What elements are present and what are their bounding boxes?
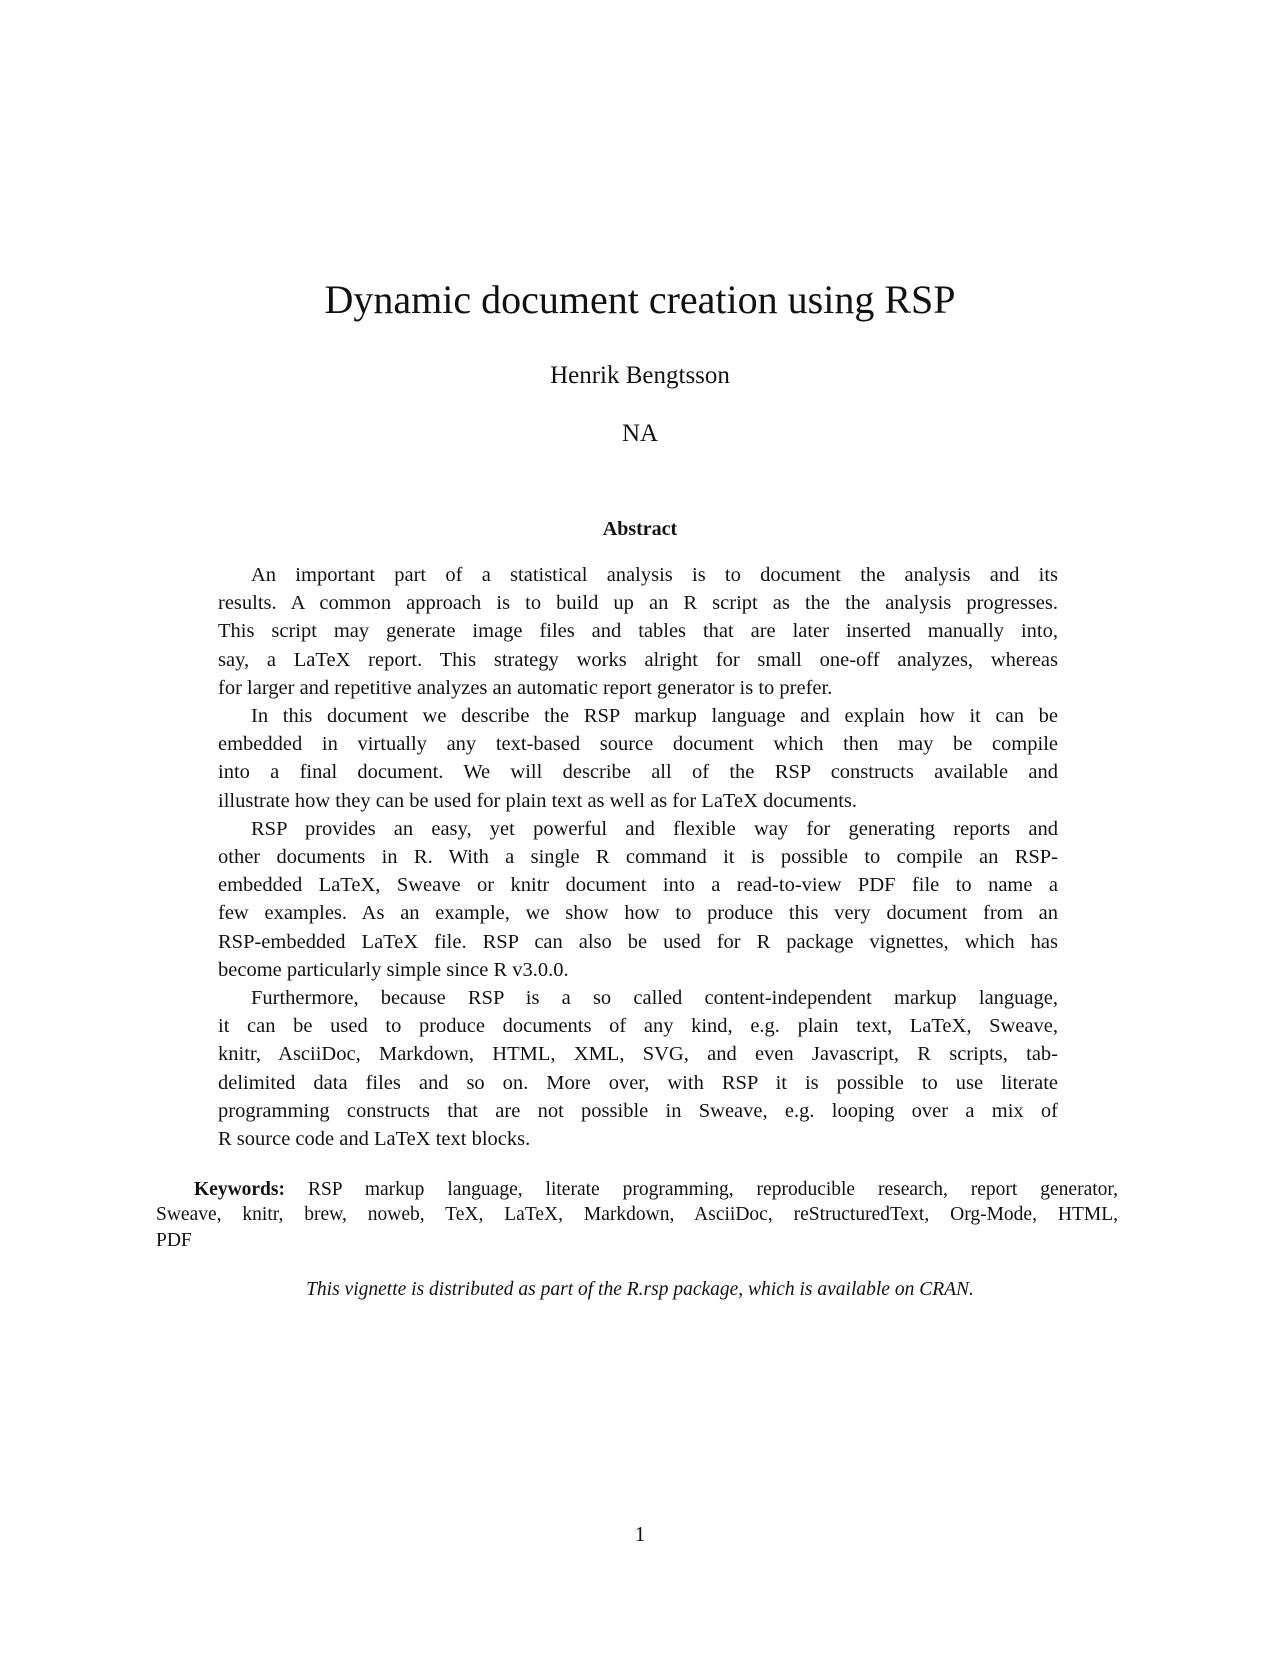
abstract-line: RSP-embedded LaTeX file. RSP can also be used for R package vignettes, which has [218,930,1058,953]
abstract-line: illustrate how they can be used for plain text as well as for LaTeX documents. [218,789,857,812]
abstract-line: programming constructs that are not possible in Sweave, e.g. looping over a mix of [218,1099,1058,1122]
abstract-line: it can be used to produce documents of any kind, e.g. plain text, LaTeX, Sweave, [218,1015,1058,1038]
keywords-line [194,1177,1118,1203]
author-name: Henrik Bengtsson [550,362,730,389]
abstract-heading: Abstract [602,518,678,540]
abstract-line: delimited data files and so on. More over, with RSP it is possible to use literate [218,1071,1058,1094]
abstract-line: become particularly simple since R v3.0.0. [218,958,569,981]
abstract-line: embedded LaTeX, Sweave or knitr document into a read-to-view PDF file to name a [218,874,1058,897]
abstract-line: RSP provides an easy, yet powerful and flexible way for generating reports and [251,817,1058,840]
vignette-note: This vignette is distributed as part of the R.rsp package, which is available on CRAN. [306,1279,974,1300]
keywords-text: RSP markup language, literate programming, reproducible research, report generator, [307,1179,1118,1200]
abstract-line: In this document we describe the RSP markup language and explain how it can be [251,705,1058,727]
abstract-line: Furthermore, because RSP is a so called content-independent markup language, [251,987,1058,1009]
abstract-line: knitr, AsciiDoc, Markdown, HTML, XML, SVG, and even Javascript, R scripts, tab- [218,1043,1058,1066]
abstract-line: embedded in virtually any text-based source document which then may be compile [218,733,1058,756]
abstract-line: This script may generate image files and tables that are later inserted manually into, [218,620,1058,643]
abstract-line: R source code and LaTeX text blocks. [218,1128,531,1150]
paper-title: Dynamic document creation using RSP [324,277,956,322]
abstract-line: few examples. As an example, we show how to produce this very document from an [218,902,1058,925]
affiliation: NA [621,420,659,447]
keywords-line: Sweave, knitr, brew, noweb, TeX, LaTeX, Markdown, AsciiDoc, reStructuredText, Org-Mode, HTML, [156,1204,1118,1225]
abstract-line: into a final document. We will describe all of the RSP constructs available and [218,761,1058,784]
abstract-line: An important part of a statistical analysis is to document the analysis and its [251,564,1058,586]
keywords-label: Keywords: [194,1179,285,1200]
abstract-line: other documents in R. With a single R command it is possible to compile an RSP- [218,846,1058,868]
abstract-line: results. A common approach is to build up an R script as the the analysis progresses. [218,592,1058,615]
keywords-line: PDF [156,1230,192,1251]
abstract-line: for larger and repetitive analyzes an automatic report generator is to prefer. [218,676,833,699]
page-number: 1 [634,1522,646,1546]
abstract-line: say, a LaTeX report. This strategy works alright for small one-off analyzes, whereas [218,648,1058,671]
